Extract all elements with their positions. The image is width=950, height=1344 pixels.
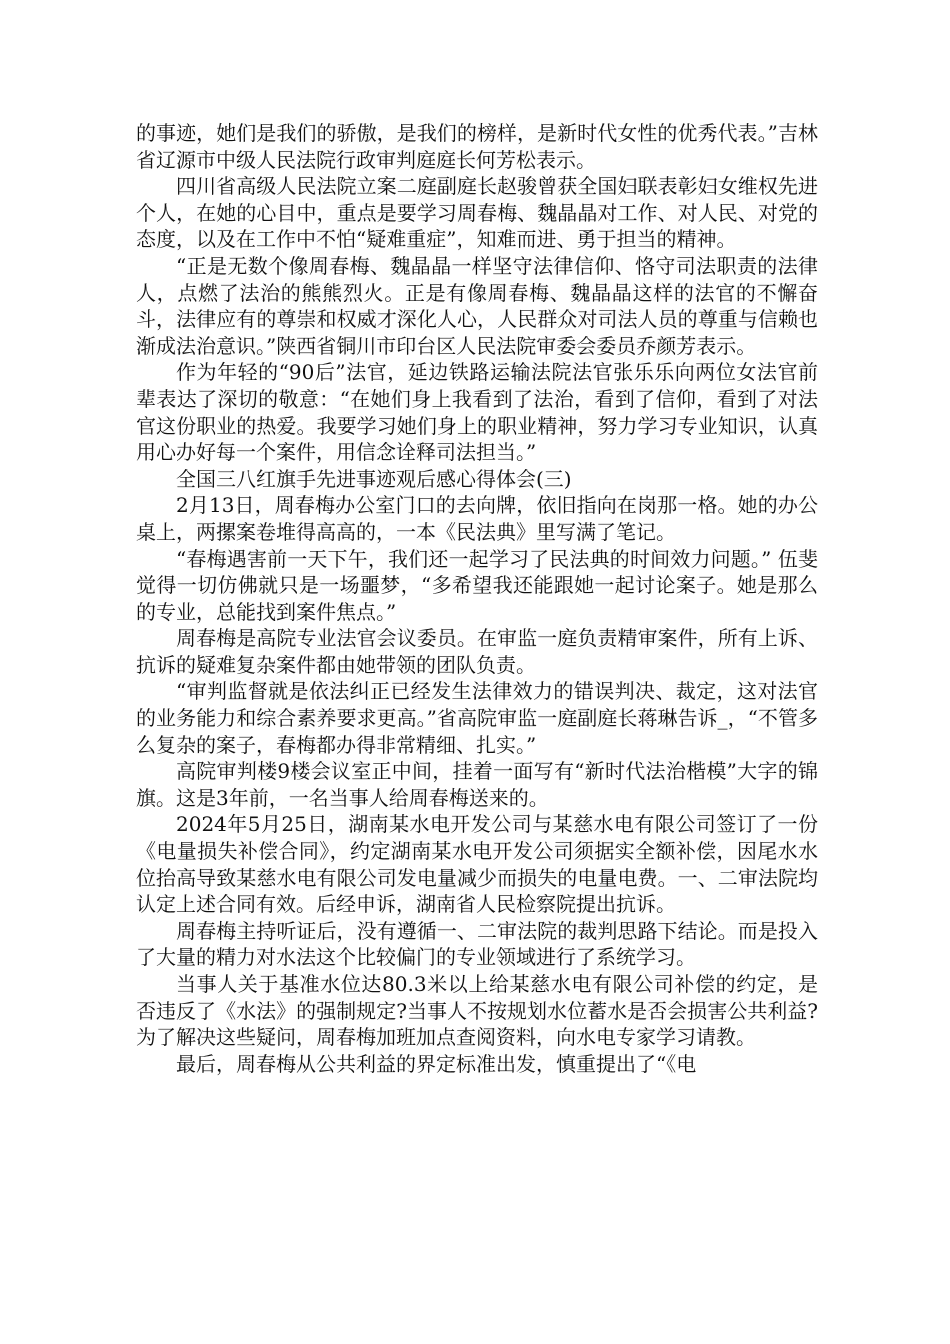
paragraph-wu-fei: “春梅遇害前一天下午，我们还一起学习了民法典的时间效力问题。” 伍斐觉得一切仿佛就只是一场噩梦，“多希望我还能跟她一起讨论案子。她是那么的专业，总能找到案件焦点。”: [136, 546, 818, 624]
paragraph-continuation: 的事迹，她们是我们的骄傲，是我们的榜样，是新时代女性的优秀代表。”吉林省辽源市中级人民法院行政审判庭庭长何芳松表示。: [136, 121, 818, 172]
paragraph-jiang-lin: “审判监督就是依法纠正已经发生法律效力的错误判决、裁定，这对法官的业务能力和综合素养要求更高。”省高院审监一庭副庭长蒋琳告诉_，“不管多么复杂的案子，春梅都办得非常精细、扎实。”: [136, 679, 818, 757]
paragraph-banner: 高院审判楼9楼会议室正中间，挂着一面写有“新时代法治楷模”大字的锦旗。这是3年前，一名当事人给周春梅送来的。: [136, 759, 818, 810]
section-heading: 全国三八红旗手先进事迹观后感心得体会(三): [176, 466, 572, 491]
paragraph-zhang-lele: 作为年轻的“90后”法官，延边铁路运输法院法官张乐乐向两位女法官前辈表达了深切的敬意：“在她们身上我看到了法治，看到了信仰，看到了对法官这份职业的热爱。我要学习她们身上的职业精神，努力学习专业知识，认真用心办好每一个案件，用信念诠释司法担当。”: [136, 360, 818, 465]
paragraph-office-sign: 2月13日，周春梅办公室门口的去向牌，依旧指向在岗那一格。她的办公桌上，两摞案卷堆得高高的，一本《民法典》里写满了笔记。: [136, 493, 818, 544]
paragraph-contract-case: 2024年5月25日，湖南某水电开发公司与某慈水电有限公司签订了一份《电量损失补偿合同》，约定湖南某水电开发公司须据实全额补偿，因尾水水位抬高导致某慈水电有限公司发电量减少而损失的电量电费。一、二审法院均认定上述合同有效。后经申诉，湖南省人民检察院提出抗诉。: [136, 812, 818, 917]
paragraph-committee-member: 周春梅是高院专业法官会议委员。在审监一庭负责精审案件，所有上诉、抗诉的疑难复杂案件都由她带领的团队负责。: [136, 626, 818, 677]
paragraph-qiao-yanfang: “正是无数个像周春梅、魏晶晶一样坚守法律信仰、恪守司法职责的法律人，点燃了法治的熊熊烈火。正是有像周春梅、魏晶晶这样的法官的不懈奋斗，法律应有的尊崇和权威才深化人心，人民群众对司法人员的尊重与信赖也渐成法治意识。”陕西省铜川市印台区人民法院审委会委员乔颜芳表示。: [136, 253, 818, 358]
paragraph-hearing: 周春梅主持听证后，没有遵循一、二审法院的裁判思路下结论。而是投入了大量的精力对水法这个比较偏门的专业领域进行了系统学习。: [136, 918, 818, 970]
paragraph-conclusion: 最后，周春梅从公共利益的界定标准出发，慎重提出了“《电: [176, 1051, 697, 1076]
paragraph-water-level: 当事人关于基准水位达80.3米以上给某慈水电有限公司补偿的约定，是否违反了《水法》的强制规定?当事人不按规划水位蓄水是否会损害公共利益?为了解决这些疑问，周春梅加班加点查阅资料，向水电专家学习请教。: [136, 972, 818, 1050]
document-page: [136, 120, 818, 1077]
paragraph-zhao-jun: 四川省高级人民法院立案二庭副庭长赵骏曾获全国妇联表彰妇女维权先进个人，在她的心目中，重点是要学习周春梅、魏晶晶对工作、对人民、对党的态度，以及在工作中不怕“疑难重症”，知难而进、勇于担当的精神。: [136, 174, 818, 252]
